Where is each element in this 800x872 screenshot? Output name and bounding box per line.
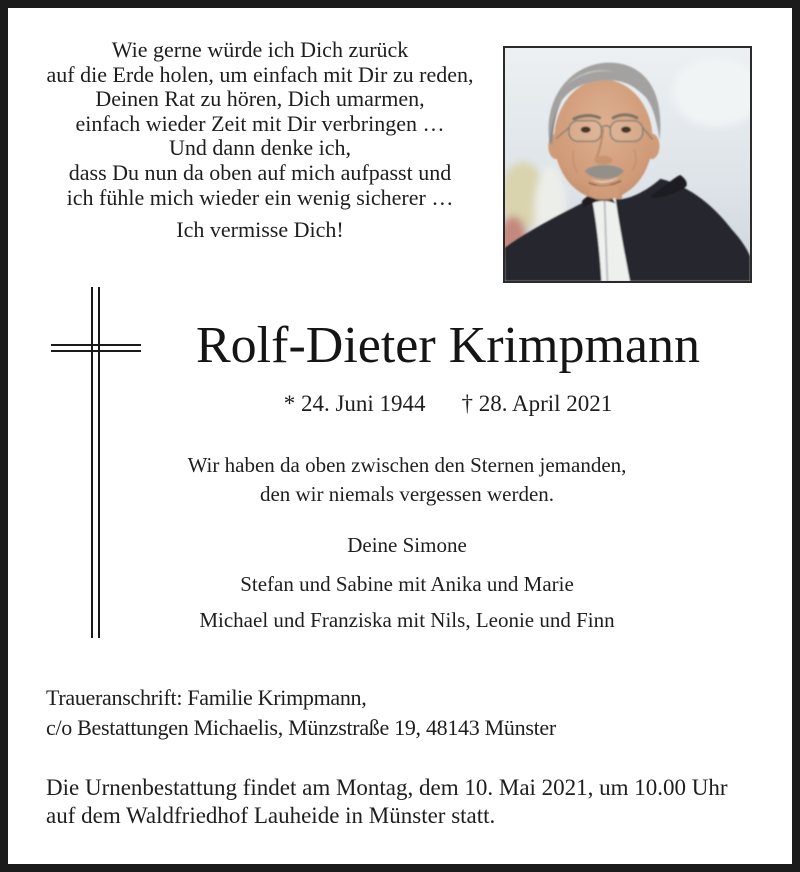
condolence-address [46,683,556,742]
poem-line: dass Du nun da oben auf mich aufpasst und [68,159,452,185]
farewell-poem [28,38,492,243]
notice-content-area [8,8,792,864]
cross-horizontal-line [51,350,141,352]
poem-line: Wie gerne würde ich Dich zurück [111,37,409,62]
tribute-line: Wir haben da oben zwischen den Sternen jemanden, [187,453,627,477]
birth-date: * 24. Juni 1944 [283,391,426,416]
tribute-text [52,451,762,508]
portrait-photo [503,46,752,283]
life-dates [135,391,761,417]
deceased-name: Rolf-Dieter Krimpmann [196,317,700,374]
portrait-photo-image [505,48,750,281]
cross-horizontal-line [51,344,141,346]
poem-line: auf die Erde holen, um einfach mit Dir zu reden, [46,61,474,87]
mourner-line-children-1: Stefan und Sabine mit Anika und Marie [240,572,574,596]
funeral-information [46,774,728,830]
poem-line: Und dann denke ich, [168,135,352,161]
mourner-line-children-2: Michael und Franziska mit Nils, Leonie und Finn [199,608,615,632]
tribute-line: den wir niemals vergessen werden. [259,481,555,506]
poem-line: einfach wieder Zeit mit Dir verbringen … [75,110,445,136]
poem-line: Deinen Rat zu hören, Dich umarmen, [95,86,425,112]
mourner-line-wife: Deine Simone [347,533,467,557]
funeral-line: Die Urnenbestattung findet am Montag, dem 10. Mai 2021, um 10.00 Uhr [46,775,728,800]
funeral-line: auf dem Waldfriedhof Lauheide in Münster statt. [46,803,496,828]
address-line: Traueranschrift: Familie Krimpmann, [46,685,367,710]
death-date: † 28. April 2021 [461,391,613,416]
poem-closing-line: Ich vermisse Dich! [176,217,344,243]
address-line: c/o Bestattungen Michaelis, Münzstraße 19, 48143 Münster [46,714,556,740]
poem-line: ich fühle mich wieder ein wenig sicherer … [66,184,454,210]
